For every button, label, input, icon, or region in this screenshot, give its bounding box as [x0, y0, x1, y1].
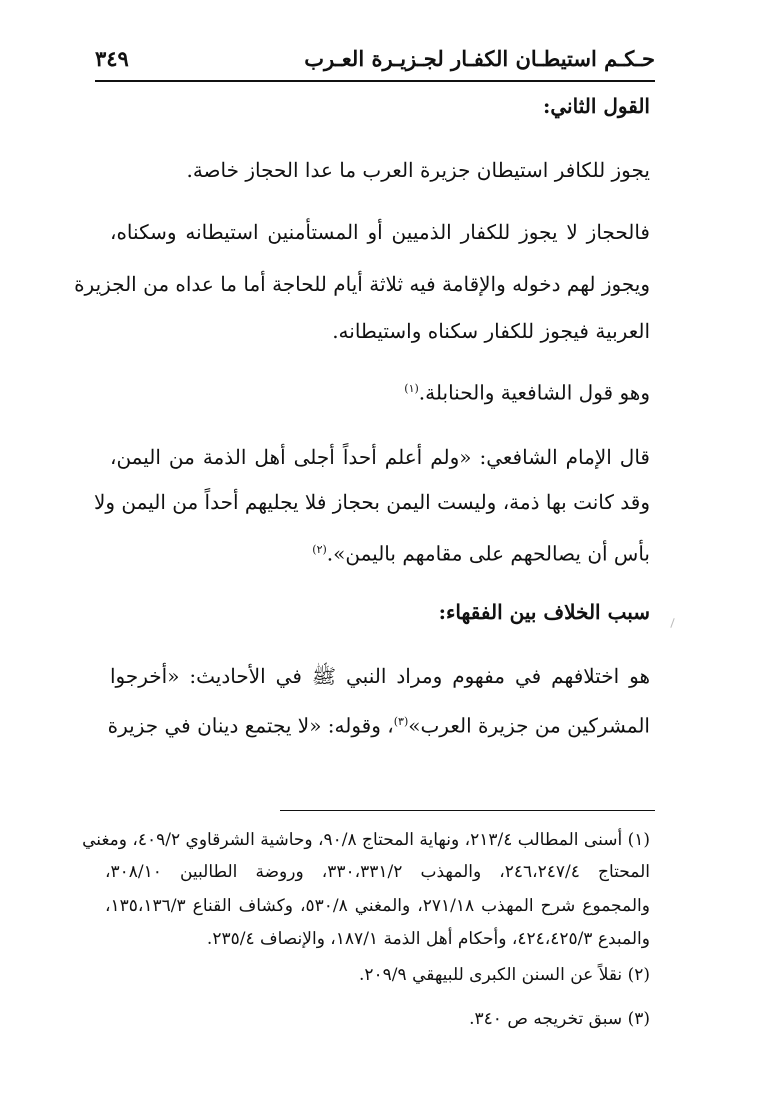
body-line: ويجوز لهم دخوله والإقامة فيه ثلاثة أيام للحاجة أما ما عداه من الجزيرة	[74, 272, 650, 296]
footnote-ref: (٢)	[312, 543, 327, 556]
body-line	[110, 536, 650, 568]
body-paragraph-schools	[110, 375, 650, 407]
footnote-line: والمجموع شرح المهذب ٢٧١/١٨، والمغني ٥٣٠/٨، وكشاف القناع ١٣٥،١٣٦/٣،	[105, 896, 650, 916]
body-line: هو اختلافهم في مفهوم ومراد النبي ﷺ في الأحاديث: «أخرجوا	[110, 664, 650, 688]
body-line: العربية فيجوز للكفار سكناه واستيطانه.	[332, 319, 650, 343]
running-title: حـكـم استيطـان الكفـار لجـزيـرة العـرب	[304, 46, 655, 71]
footnote-ref: (٣)	[393, 715, 409, 728]
body-text: بأس أن يصالحهم على مقامهم باليمن».	[326, 541, 650, 566]
body-paragraph-ruling: يجوز للكافر استيطان جزيرة العرب ما عدا الحجاز خاصة.	[186, 158, 650, 182]
stray-mark	[670, 618, 674, 628]
footnote-line: (١) أسنى المطالب ٢١٣/٤، ونهاية المحتاج ٩٠/٨، وحاشية الشرقاوي ٤٠٩/٢، ومغني	[82, 830, 650, 850]
page-number: ٣٤٩	[95, 46, 129, 71]
body-text: المشركين من جزيرة العرب»	[408, 713, 650, 738]
footnote-3: (٣) سبق تخريجه ص ٣٤٠.	[469, 1009, 650, 1029]
running-header	[95, 42, 655, 82]
body-line	[107, 708, 650, 740]
body-line: فالحجاز لا يجوز للكفار الذميين أو المستأمنين استيطانه وسكناه،	[110, 220, 650, 244]
body-line: وقد كانت بها ذمة، وليست اليمن بحجاز فلا يجليهم أحداً من اليمن ولا	[94, 490, 650, 514]
footnote-2: (٢) نقلاً عن السنن الكبرى للبيهقي ٢٠٩/٩.	[359, 965, 650, 985]
body-line: قال الإمام الشافعي: «ولم أعلم أحداً أجلى أهل الذمة من اليمن،	[110, 445, 650, 469]
section-heading-disagreement: سبب الخلاف بين الفقهاء:	[438, 600, 650, 624]
footnote-line: المحتاج ٢٤٦،٢٤٧/٤، والمهذب ٣٣٠،٣٣١/٢، وروضة الطالبين ٣٠٨/١٠،	[105, 862, 650, 882]
body-text: ، وقوله: «لا يجتمع دينان في جزيرة	[107, 713, 394, 738]
footnote-separator	[280, 810, 655, 811]
footnote-ref: (١)	[404, 382, 419, 395]
footnote-line: والمبدع ٤٢٤،٤٢٥/٣، وأحكام أهل الذمة ١٨٧/١، والإنصاف ٢٣٥/٤.	[206, 929, 650, 949]
section-heading-second-opinion: القول الثاني:	[543, 94, 650, 118]
body-text: وهو قول الشافعية والحنابلة.	[418, 380, 650, 405]
